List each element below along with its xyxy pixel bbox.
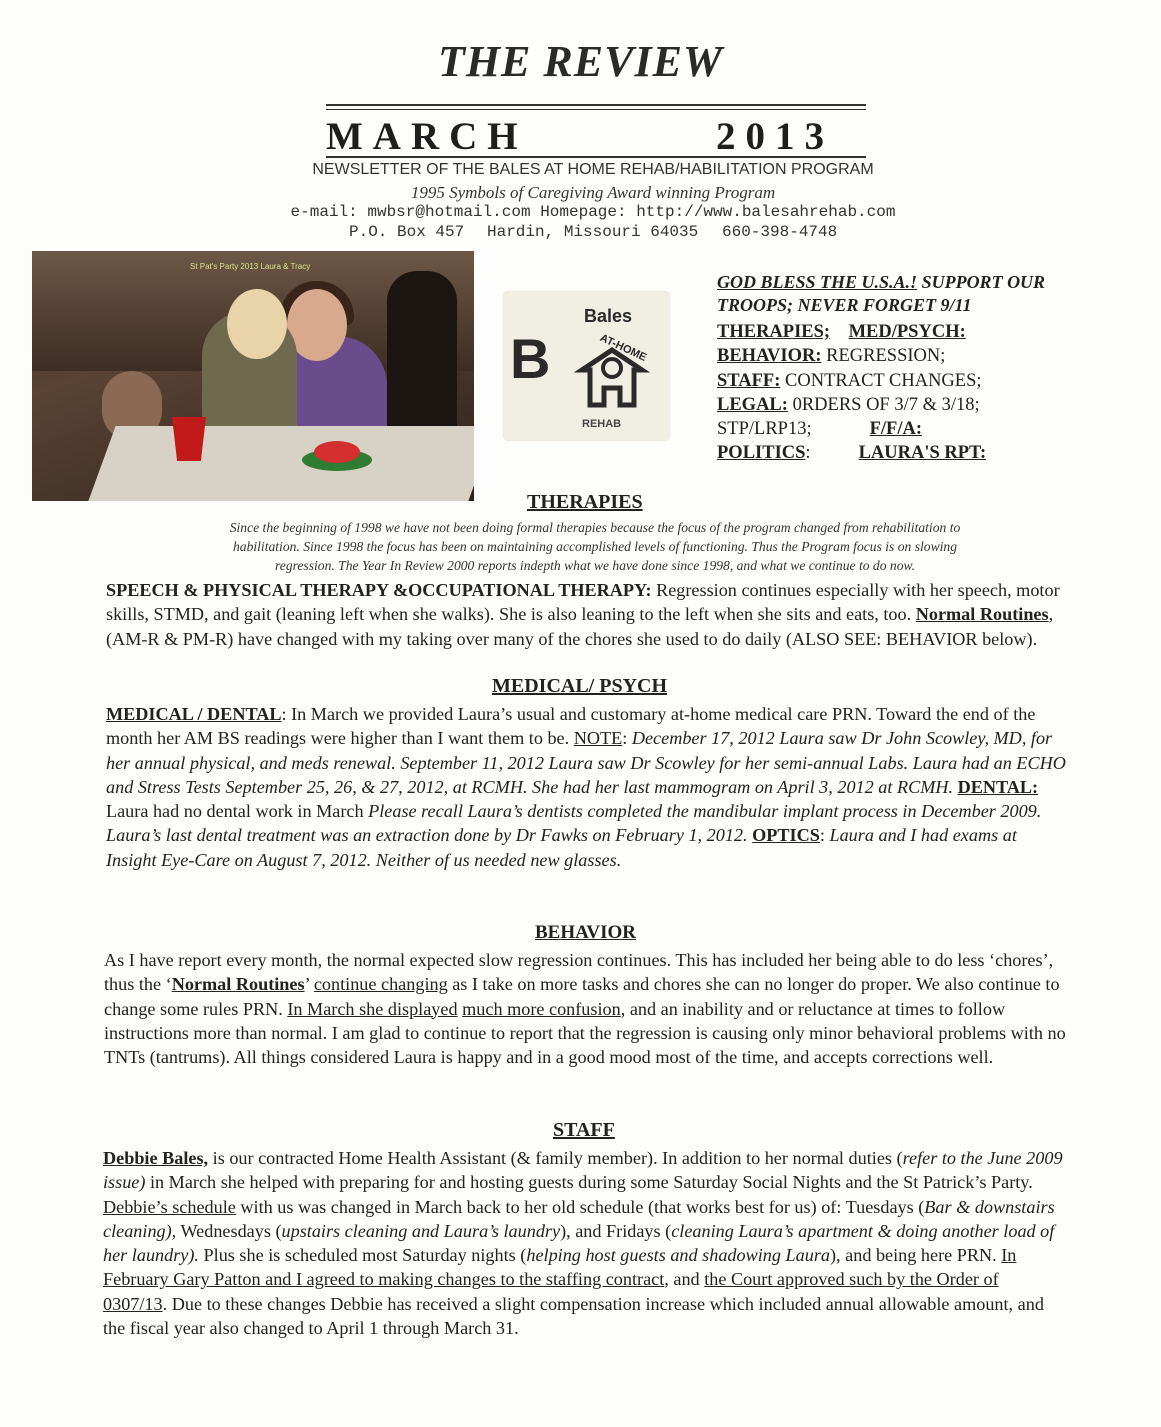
logo-b-letter: B <box>510 327 551 390</box>
newsletter-title: THE REVIEW <box>437 37 724 86</box>
therapies-heading: THERAPIES <box>527 491 643 513</box>
therapies-intro: Since the beginning of 1998 we have not been doing formal therapies because the focus of the program changed from rehabilitation to habilitation. Since 1998 the focus has been on maintaining accomplished levels of functioning. Thus the Program focus is on slowing regression. The Year In Review 2000 reports indepth what we have done since 1998, and what we continue to do now. <box>229 520 961 573</box>
newsletter-subtitle: NEWSLETTER OF THE BALES AT HOME REHAB/HABILITATION PROGRAM <box>312 161 874 178</box>
issue-year: 2013 <box>716 115 834 158</box>
medical-body: MEDICAL / DENTAL: In March we provided Laura’s usual and customary at-home medical care PRN. Toward the end of the month her AM BS readings were higher than I want them to be. NOTE: December 17, 2012 Laura saw Dr John Scowley, MD, for her annual physical, and meds renewal. September 11, 2012 Laura saw Dr Scowley for her semi-annual Labs. Laura had an ECHO and Stress Tests September 25, 26, & 27, 2012, at RCMH. She had her last mammogram on April 3, 2012 at RCMH. DENTAL: Laura had no dental work in March Please recall Laura’s dentists completed the mandibular implant process in December 2009. Laura’s last dental treatment was an extraction done by Dr Fawks on February 1, 2012. OPTICS: Laura and I had exams at Insight Eye-Care on August 7, 2012. Neither of us needed new glasses. <box>106 704 1066 870</box>
address: P.O. Box 457 <box>349 223 465 241</box>
logo-rehab-text: REHAB <box>582 418 622 430</box>
svg-text:AT-HOME: AT-HOME <box>598 331 649 364</box>
bales-rehab-logo <box>504 292 669 440</box>
award-line: 1995 Symbols of Caregiving Award winning Program <box>410 183 776 202</box>
phone: 660-398-4748 <box>722 223 838 241</box>
issue-contents: GOD BLESS THE U.S.A.! SUPPORT OUR TROOPS; NEVER FORGET 9/11 THERAPIES; MED/PSYCH: BEHAVIOR: REGRESSION; STAFF: CONTRACT CHANGES; LEGAL: 0RDERS OF 3/7 & 3/18; STP/LRP13; F/F/A: POLITICS: LAURA'S RPT: <box>717 272 1046 464</box>
behavior-body: As I have report every month, the normal expected slow regression continues. This has included her being able to do less ‘chores’, thus the ‘Normal Routines’ continue changing as I take on more tasks and chores she can no longer do proper. We also continue to change some rules PRN. In March she displayed much more confusion, and an inability and or reluctance at times to follow instructions more than normal. I am glad to continue to report that the regression is causing only minor behavioral problems with no TNTs (tantrums). All things considered Laura is happy and in a good mood most of the time, and accepts corrections well. <box>104 950 1066 1068</box>
party-photo <box>32 251 474 501</box>
behavior-heading: BEHAVIOR <box>535 922 637 943</box>
title-rule <box>326 104 866 110</box>
photo-caption: St Pat's Party 2013 Laura & Tracy <box>190 262 311 271</box>
staff-heading: STAFF <box>553 1119 615 1141</box>
logo-house-icon <box>562 330 662 420</box>
staff-body: Debbie Bales, is our contracted Home Health Assistant (& family member). In addition to her normal duties (refer to the June 2009 issue) in March she helped with preparing for and hosting guests during some Saturday Social Nights and the St Patrick’s Party. Debbie’s schedule with us was changed in March back to her old schedule (that works best for us) of: Tuesdays (Bar & downstairs cleaning), Wednesdays (upstairs cleaning and Laura’s laundry), and Fridays (cleaning Laura’s apartment & doing another load of her laundry). Plus she is scheduled most Saturday nights (helping host guests and shadowing Laura), and being here PRN. In February Gary Patton and I agreed to making changes to the staffing contract, and the Court approved such by the Order of 0307/13. Due to these changes Debbie has received a slight compensation increase which included annual allowable amount, and the fiscal year also changed to April 1 through March 31. <box>103 1148 1063 1339</box>
date-rule <box>326 156 866 158</box>
contact-line: e-mail: mwbsr@hotmail.com Homepage: http://www.balesahrehab.com <box>290 203 896 221</box>
medical-heading: MEDICAL/ PSYCH <box>492 675 668 697</box>
therapies-body: SPEECH & PHYSICAL THERAPY &OCCUPATIONAL THERAPY: Regression continues especially with her speech, motor skills, STMD, and gait (leaning left when she walks). She is also leaning to the left when she sits and eats, too. Normal Routines, (AM-R & PM-R) have changed with my taking over many of the chores she used to do daily (ALSO SEE: BEHAVIOR below). <box>106 580 1060 649</box>
logo-bales-text: Bales <box>584 306 633 326</box>
city: Hardin, Missouri 64035 <box>487 223 699 241</box>
issue-month: MARCH <box>326 115 528 158</box>
